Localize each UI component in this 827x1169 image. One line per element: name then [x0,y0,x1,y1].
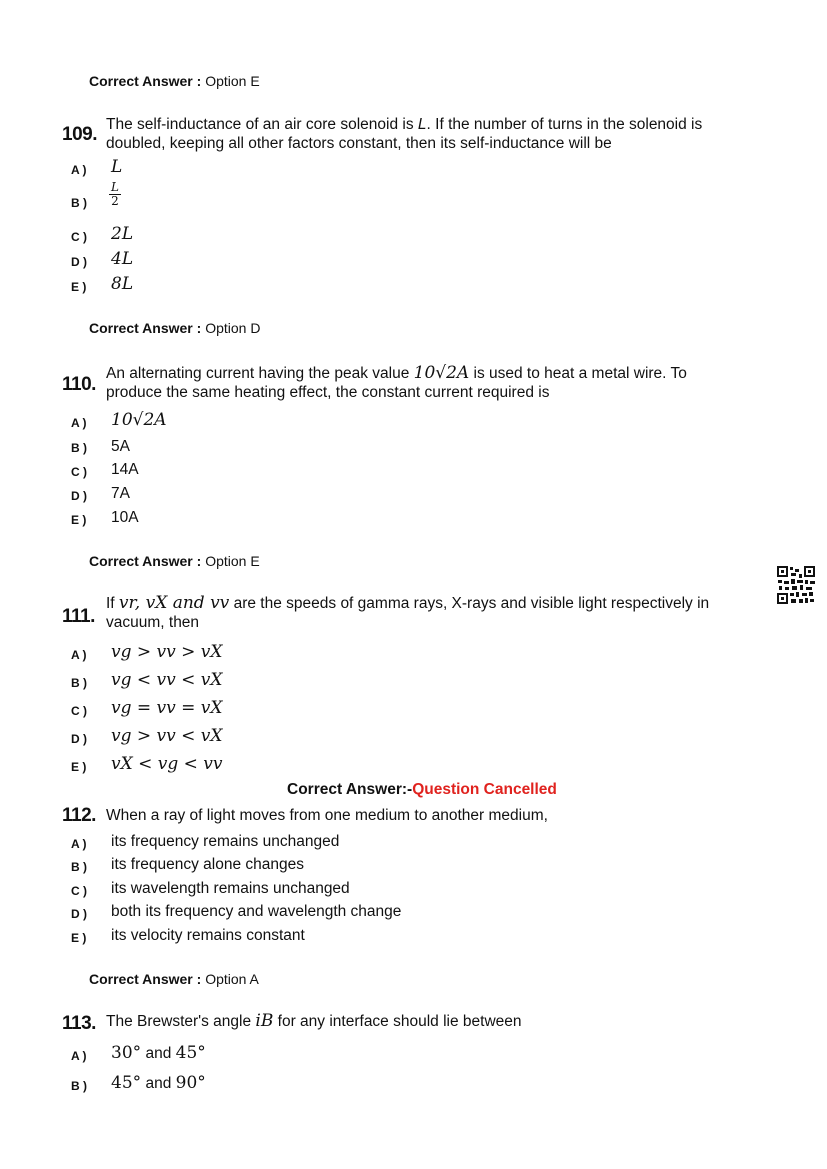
option-value: 2L [111,224,134,244]
option-value: its frequency remains unchanged [111,833,340,850]
option-label: C ) [71,704,87,718]
option-label: E ) [71,280,87,294]
option-value: 45° and 90° [111,1073,206,1093]
option-label: B ) [71,441,87,455]
question-text-111: If vr, vX and vv are the speeds of gamma rays, X-rays and visible light respectively in vacuum, then [106,593,710,631]
option-value: L [111,157,123,177]
question-number-110: 110. [62,374,96,395]
question-number-113: 113. [62,1013,96,1034]
option-label: C ) [71,884,87,898]
option-value: 14A [111,461,139,478]
question-text-110: An alternating current having the peak value 10√2A is used to heat a metal wire. To produce the same heating effect, the constant current required is [106,363,687,401]
option-value: vg > vv < vX [111,726,223,746]
option-label: D ) [71,732,87,746]
correct-answer-112: Correct Answer : Option A [89,971,259,987]
option-value: 8L [111,274,134,294]
option-label: D ) [71,907,87,921]
option-value: 10√2A [111,410,167,430]
option-label: A ) [71,837,87,851]
option-label: C ) [71,465,87,479]
option-value: its velocity remains constant [111,927,305,944]
option-label: A ) [71,416,87,430]
option-label: B ) [71,1079,87,1093]
correct-answer-109: Correct Answer : Option D [89,320,261,336]
option-value: its wavelength remains unchanged [111,880,350,897]
option-value: 5A [111,438,130,455]
option-value: its frequency alone changes [111,856,305,873]
option-value: 7A [111,485,130,502]
correct-answer-110: Correct Answer : Option E [89,553,260,569]
option-label: A ) [71,163,87,177]
option-value: both its frequency and wavelength change [111,903,402,920]
option-value: vX < vg < vv [111,754,223,774]
qr-code-icon [776,565,816,605]
question-number-109: 109. [62,124,97,145]
question-number-112: 112. [62,805,96,826]
question-text-112: When a ray of light moves from one medium to another medium, [106,807,548,824]
question-text-113: The Brewster's angle iB for any interface should lie between [106,1011,522,1031]
option-label: D ) [71,489,87,503]
correct-answer-108: Correct Answer : Option E [89,73,260,89]
question-text-109: The self-inductance of an air core solenoid is L. If the number of turns in the solenoid is doubled, keeping all other factors constant, then its self-inductance will be [106,116,703,152]
option-value: vg > vv > vX [111,642,223,662]
option-value: vg = vv = vX [111,698,223,718]
option-label: E ) [71,931,87,945]
option-label: B ) [71,860,87,874]
option-value: vg < vv < vX [111,670,223,690]
question-number-111: 111. [62,606,95,627]
option-label: D ) [71,255,87,269]
option-value: 10A [111,509,139,526]
option-label: E ) [71,513,87,527]
option-value: 30° and 45° [111,1043,206,1063]
correct-answer-111: Correct Answer:-Question Cancelled [287,781,557,798]
option-label: B ) [71,676,87,690]
option-label: A ) [71,648,87,662]
option-label: B ) [71,196,87,210]
option-label: E ) [71,760,87,774]
option-label: C ) [71,230,87,244]
option-value: 4L [111,249,134,269]
option-fraction: $\frac{L}{2}$ [111,180,119,208]
option-label: A ) [71,1049,87,1063]
